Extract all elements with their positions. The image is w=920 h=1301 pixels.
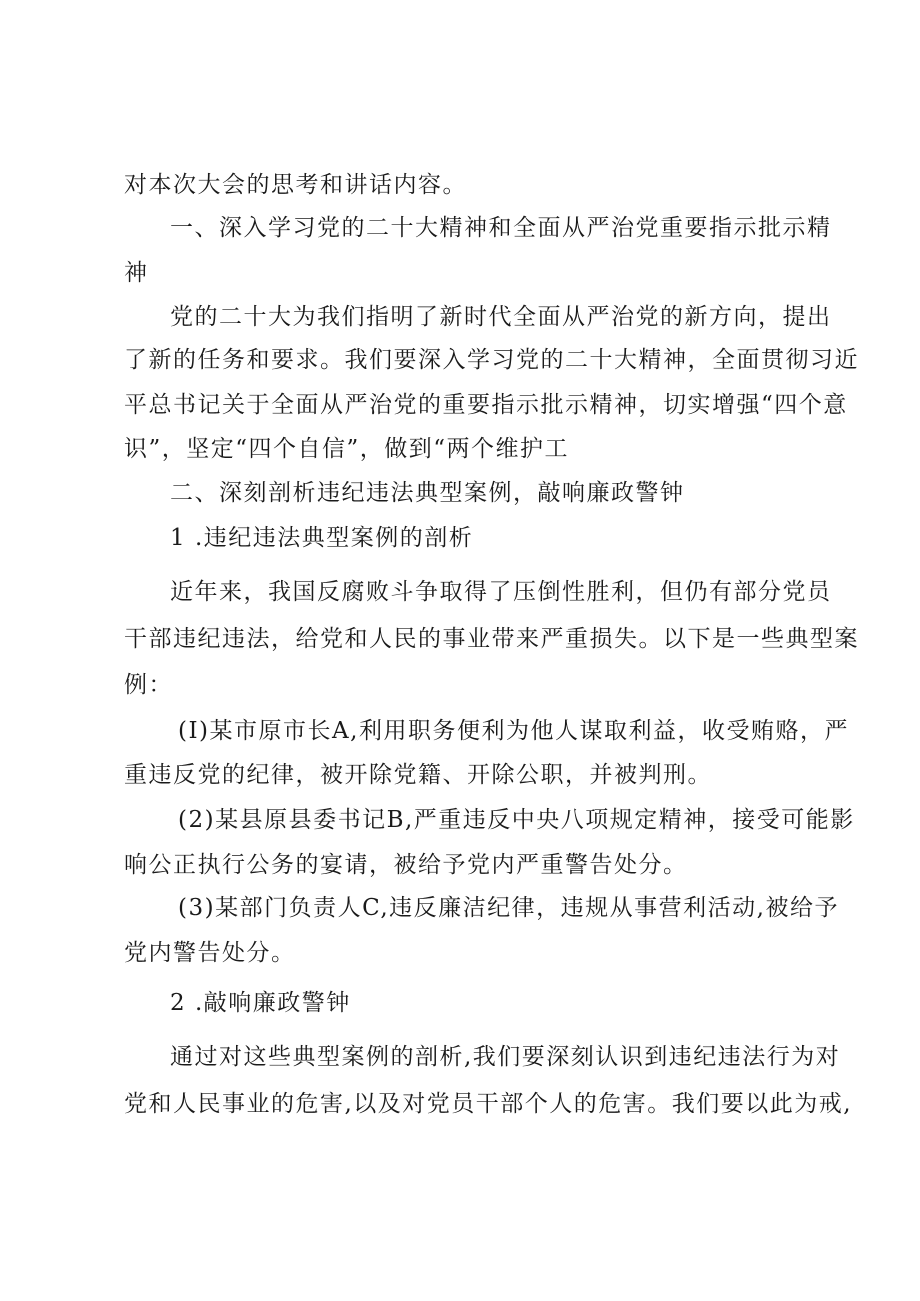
text-line: 例：	[124, 672, 173, 698]
subsection-heading-2: 2 .敲响廉政警钟	[170, 990, 351, 1016]
subsection-heading-1: 1 .违纪违法典型案例的剖析	[170, 525, 474, 551]
text-line: 党和人民事业的危害,以及对党员干部个人的危害。我们要以此为戒,	[124, 1091, 853, 1117]
text-line: 对本次大会的思考和讲话内容。	[124, 172, 467, 198]
text-line: 通过对这些典型案例的剖析,我们要深刻认识到违纪违法行为对	[170, 1044, 841, 1070]
case-item-2-cont: 响公正执行公务的宴请，被给予党内严重警告处分。	[124, 852, 688, 878]
text-line: 识”，坚定“四个自信”，做到“两个维护工	[124, 436, 570, 462]
text-line: 了新的任务和要求。我们要深入学习党的二十大精神，全面贯彻习近	[124, 347, 859, 373]
section-heading-2: 二、深刻剖析违纪违法典型案例，敲响廉政警钟	[170, 480, 685, 506]
case-item-1-cont: 重违反党的纪律，被开除党籍、开除公职，并被判刑。	[124, 762, 712, 788]
text-line: 平总书记关于全面从严治党的重要指示批示精神，切实增强“四个意	[124, 392, 848, 418]
case-item-3-cont: 党内警告处分。	[124, 940, 296, 966]
text-line: 干部违纪违法，给党和人民的事业带来严重损失。以下是一些典型案	[124, 626, 859, 652]
case-item-3: (3)某部门负责人C,违反廉洁纪律，违规从事营利活动,被给予	[178, 895, 839, 921]
text-line: 党的二十大为我们指明了新时代全面从严治党的新方向，提出	[170, 304, 832, 330]
case-item-1: (I)某市原市长A,利用职务便利为他人谋取利益，收受贿赂，严	[178, 718, 849, 744]
section-heading-1: 一、深入学习党的二十大精神和全面从严治党重要指示批示精	[170, 215, 832, 241]
text-line: 近年来，我国反腐败斗争取得了压倒性胜利，但仍有部分党员	[170, 579, 832, 605]
section-heading-1-cont: 神	[124, 260, 149, 286]
case-item-2: (2)某县原县委书记B,严重违反中央八项规定精神，接受可能影	[178, 807, 855, 833]
